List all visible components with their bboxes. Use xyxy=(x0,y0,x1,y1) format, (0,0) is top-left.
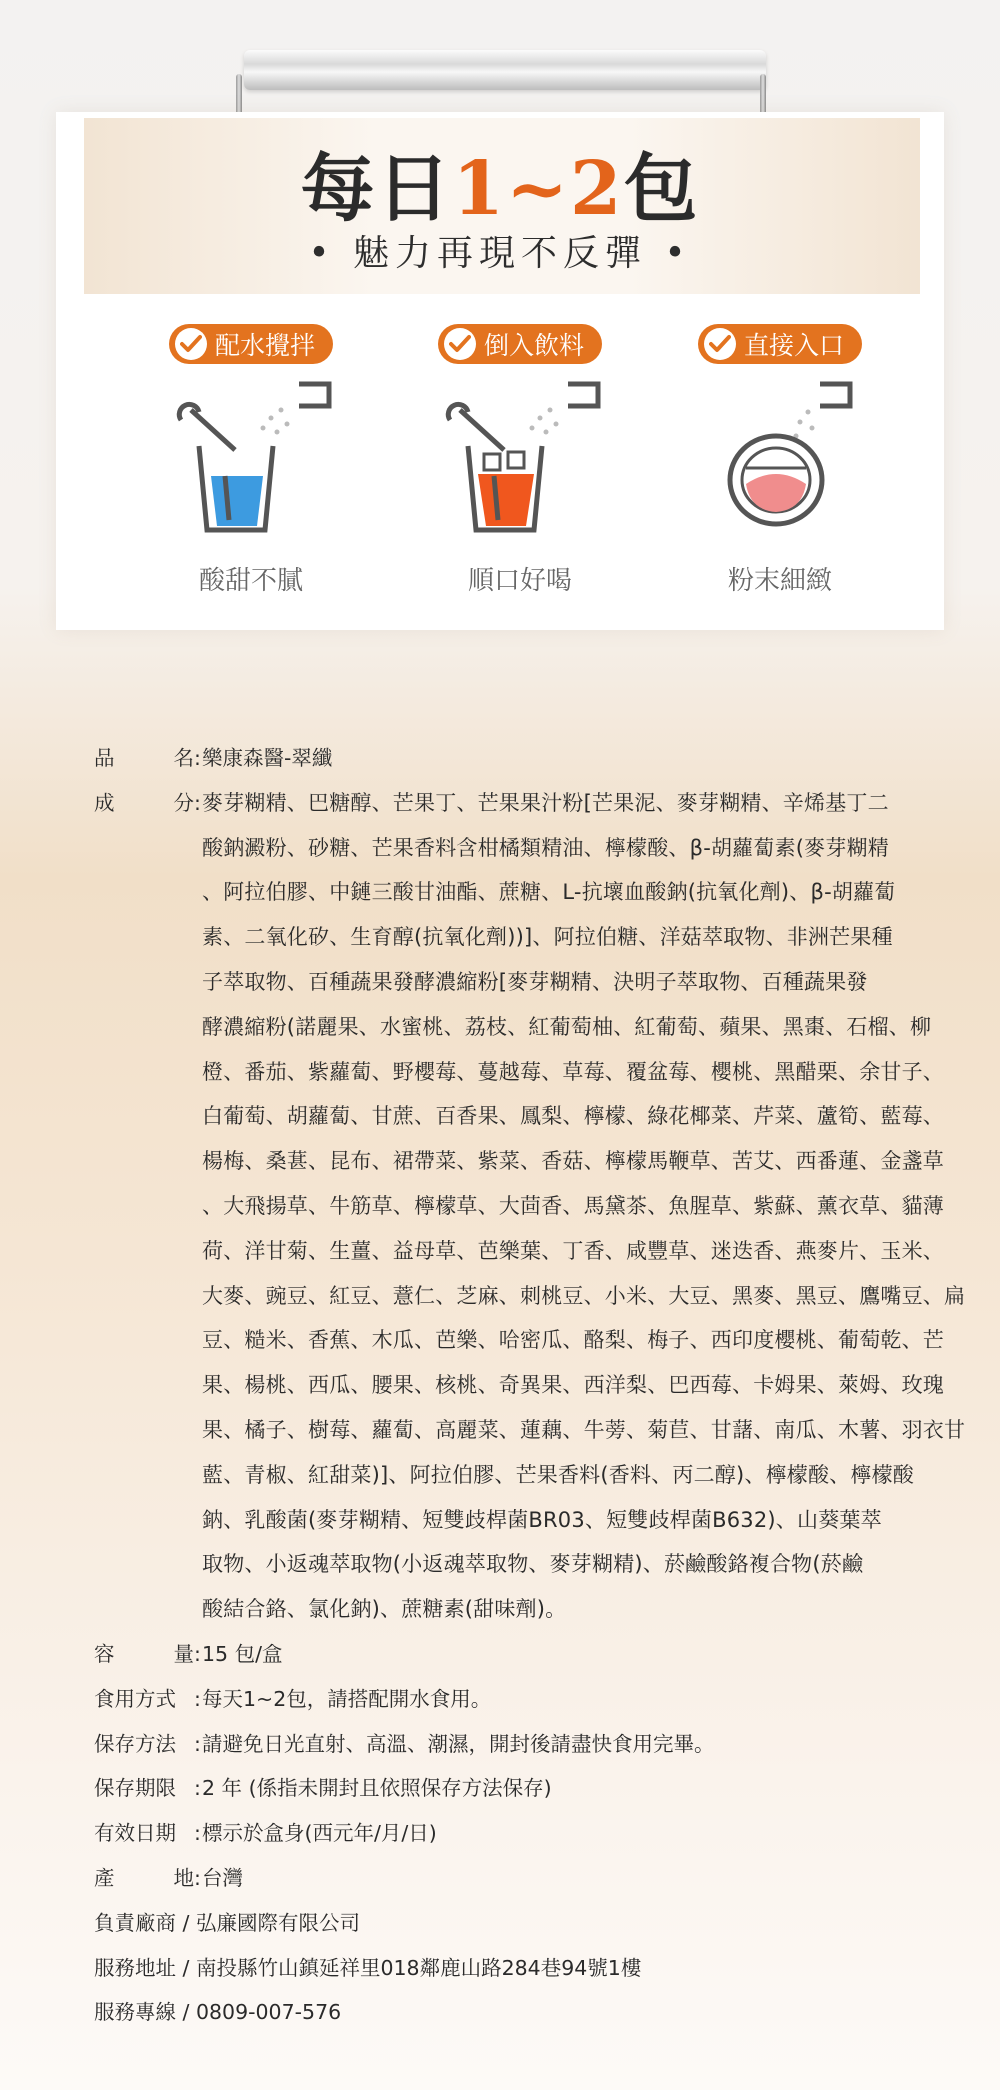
step-1 xyxy=(121,324,381,364)
title-number: 1~2 xyxy=(452,146,624,232)
spec-label: 成 分 xyxy=(94,790,194,815)
ingredients-line: 酸結合鉻、氯化鈉)、蔗糖素(甜味劑)。 xyxy=(202,1597,567,1622)
spec-value: 每天1~2包，請搭配開水食用。 xyxy=(202,1686,492,1711)
ingredients-line: 酸鈉澱粉、砂糖、芒果香料含柑橘類精油、檸檬酸、β-胡蘿蔔素(麥芽糊精 xyxy=(202,835,889,860)
ingredients-line: 白葡萄、胡蘿蔔、甘蔗、百香果、鳳梨、檸檬、綠花椰菜、芹菜、蘆筍、藍莓、 xyxy=(202,1104,944,1129)
page-title: 每日1~2包 xyxy=(300,146,700,232)
ingredients-line: 豆、糙米、香蕉、木瓜、芭樂、哈密瓜、酪梨、梅子、西印度櫻桃、葡萄乾、芒 xyxy=(202,1328,944,1353)
spec-label: 容 量 xyxy=(94,1641,194,1666)
spec-value: 2 年 (係指未開封且依照保存方法保存) xyxy=(202,1776,552,1801)
spec-value: 樂康森醫-翠纖 xyxy=(202,746,333,770)
spec-value: 標示於盒身(西元年/月/日) xyxy=(202,1821,437,1846)
spec-label: 保存期限 xyxy=(94,1776,176,1801)
ingredients-line: 取物、小返魂萃取物(小返魂萃取物、麥芽糊精)、菸鹼酸鉻複合物(菸鹼 xyxy=(202,1552,864,1577)
ingredients-text xyxy=(202,781,965,1632)
open-mouth-icon xyxy=(650,380,910,550)
spec-label: 有效日期 xyxy=(94,1821,176,1846)
spec-row-shelf-life: 保存期限 : 2 年 (係指未開封且依照保存方法保存) xyxy=(94,1766,924,1811)
ingredients-line: 鈉、乳酸菌(麥芽糊精、短雙歧桿菌BR03、短雙歧桿菌B632)、山葵葉萃 xyxy=(202,1507,882,1532)
page-subtitle: • 魅力再現不反彈 • xyxy=(308,233,692,274)
spec-row-expiry: 有效日期 : 標示於盒身(西元年/月/日) xyxy=(94,1811,924,1856)
glass-with-water-icon xyxy=(121,380,381,550)
ingredients-line: 、大飛揚草、牛筋草、檸檬草、大茴香、馬黛茶、魚腥草、紫蘇、薰衣草、貓薄 xyxy=(202,1193,944,1218)
spec-row-ingredients: 成 分 : 麥芽糊精、巴糖醇、芒果丁、芒果果汁粉[芒果泥、麥芽糊精、辛烯基丁二 酸鈉澱粉、砂糖、芒果香料含柑橘類精油、檸檬酸、β-胡蘿蔔素(麥芽糊精 、阿拉伯膠、中鏈三酸甘油酯、蔗糖、L-抗壞血酸鈉(抗氧化劑)、β-胡蘿蔔 素、二氧化矽、生育醇(抗氧化劑))]、阿拉伯糖、洋菇萃取物、非洲芒果種 子萃取物、百種蔬果發酵濃縮粉[麥芽糊精、決明子萃取物、百種蔬果發 酵濃縮粉(諾麗果、水蜜桃、荔枝、紅葡萄柚、紅葡萄、蘋果、黑棗、石榴、柳 橙、番茄、紫蘿蔔、野櫻莓、蔓越莓、草莓、覆盆莓、櫻桃、黑醋栗、余甘子、 白葡萄、胡蘿蔔、甘蔗、百香果、鳳梨、檸檬、綠花椰菜、芹菜、蘆筍、藍莓、 楊梅、桑葚、昆布、裙帶菜、紫菜、香菇、檸檬馬鞭草、苦艾、西番蓮、金盞草 、大飛揚草、牛筋草、檸檬草、大茴香、馬黛茶、魚腥草、紫蘇、薰衣草、貓薄 荷、洋甘菊、生薑、益母草、芭樂葉、丁香、咸豐草、迷迭香、燕麥片、玉米、 大麥、豌豆、紅豆、薏仁、芝麻、刺桃豆、小米、大豆、黑麥、黑豆、鷹嘴豆、扁 豆、糙米、香蕉、木瓜、芭樂、哈密瓜、酪梨、梅子、西印度櫻桃、葡萄乾、芒 果、楊桃、西瓜、腰果、核桃、奇異果、西洋梨、巴西莓、卡姆果、萊姆、玫瑰 果、橘子、樹莓、蘿蔔、高麗菜、蓮藕、牛蒡、菊苣、甘藷、南瓜、木薯、羽衣甘 藍、青椒、紅甜菜)]、阿拉伯膠、芒果香料(香料、丙二醇)、檸檬酸、檸檬酸 鈉、乳酸菌(麥芽糊精、短雙歧桿菌BR03、短雙歧桿菌B632)、山葵葉萃 取物、小返魂萃取物(小返魂萃取物、麥芽糊精)、菸鹼酸鉻複合物(菸鹼 酸結合鉻、氯化鈉)、蔗糖素(甜味劑)。 xyxy=(94,781,924,1632)
ingredients-line: 子萃取物、百種蔬果發酵濃縮粉[麥芽糊精、決明子萃取物、百種蔬果發 xyxy=(202,969,868,994)
ingredients-line: 荷、洋甘菊、生薑、益母草、芭樂葉、丁香、咸豐草、迷迭香、燕麥片、玉米、 xyxy=(202,1238,944,1263)
spec-row-origin: 產 地 : 台灣 xyxy=(94,1856,924,1901)
ingredients-line: 麥芽糊精、巴糖醇、芒果丁、芒果果汁粉[芒果泥、麥芽糊精、辛烯基丁二 xyxy=(202,790,889,815)
spec-label: 保存方法 xyxy=(94,1731,176,1756)
step-caption: 順口好喝 xyxy=(467,566,572,596)
ingredients-line: 楊梅、桑葚、昆布、裙帶菜、紫菜、香菇、檸檬馬鞭草、苦艾、西番蓮、金盞草 xyxy=(202,1149,944,1174)
ingredients-line: 藍、青椒、紅甜菜)]、阿拉伯膠、芒果香料(香料、丙二醇)、檸檬酸、檸檬酸 xyxy=(202,1462,914,1487)
check-icon xyxy=(175,328,207,360)
glass-with-juice-icon xyxy=(390,380,650,550)
spec-row-usage: 食用方式 : 每天1~2包，請搭配開水食用。 xyxy=(94,1677,924,1722)
check-icon xyxy=(444,328,476,360)
ingredients-line: 素、二氧化矽、生育醇(抗氧化劑))]、阿拉伯糖、洋菇萃取物、非洲芒果種 xyxy=(202,925,893,950)
manufacturer-text: 負責廠商 / 弘廉國際有限公司 xyxy=(94,1910,360,1935)
address-text: 服務地址 / 南投縣竹山鎮延祥里018鄰鹿山路284巷94號1樓 xyxy=(94,1955,642,1980)
ingredients-line: 果、楊桃、西瓜、腰果、核桃、奇異果、西洋梨、巴西莓、卡姆果、萊姆、玫瑰 xyxy=(202,1373,944,1398)
ingredients-line: 大麥、豌豆、紅豆、薏仁、芝麻、刺桃豆、小米、大豆、黑麥、黑豆、鷹嘴豆、扁 xyxy=(202,1283,966,1308)
spec-label: 品 名 xyxy=(94,746,194,770)
check-icon xyxy=(704,328,736,360)
ingredients-line: 、阿拉伯膠、中鏈三酸甘油酯、蔗糖、L-抗壞血酸鈉(抗氧化劑)、β-胡蘿蔔 xyxy=(202,880,896,905)
spec-row-capacity: 容 量 : 15 包/盒 xyxy=(94,1632,924,1677)
ingredients-line: 橙、番茄、紫蘿蔔、野櫻莓、蔓越莓、草莓、覆盆莓、櫻桃、黑醋栗、余甘子、 xyxy=(202,1059,944,1084)
spec-row-name: 品 名 : 樂康森醫-翠纖 xyxy=(94,736,924,781)
ingredients-line: 果、橘子、樹莓、蘿蔔、高麗菜、蓮藕、牛蒡、菊苣、甘藷、南瓜、木薯、羽衣甘 xyxy=(202,1417,966,1442)
step-caption: 酸甜不膩 xyxy=(198,566,303,596)
spec-value: 請避免日光直射、高溫、潮濕，開封後請盡快食用完畢。 xyxy=(202,1731,715,1756)
spec-row-storage: 保存方法 : 請避免日光直射、高溫、潮濕，開封後請盡快食用完畢。 xyxy=(94,1722,924,1767)
product-spec-list xyxy=(94,736,966,2035)
step-3 xyxy=(650,324,910,364)
spec-label: 產 地 xyxy=(94,1865,194,1890)
step-badge: 配水攪拌 xyxy=(169,324,333,364)
hotline-text: 服務專線 / 0809-007-576 xyxy=(94,2000,342,2025)
spec-value: 15 包/盒 xyxy=(202,1641,283,1666)
step-badge: 直接入口 xyxy=(698,324,862,364)
hanging-rail xyxy=(244,50,766,90)
ingredients-line: 酵濃縮粉(諾麗果、水蜜桃、荔枝、紅葡萄柚、紅葡萄、蘋果、黑棗、石榴、柳 xyxy=(202,1014,932,1039)
step-2 xyxy=(390,324,650,364)
step-badge: 倒入飲料 xyxy=(438,324,602,364)
spec-value: 台灣 xyxy=(202,1865,243,1890)
step-caption: 粉末細緻 xyxy=(727,566,832,596)
spec-label: 食用方式 xyxy=(94,1686,176,1711)
